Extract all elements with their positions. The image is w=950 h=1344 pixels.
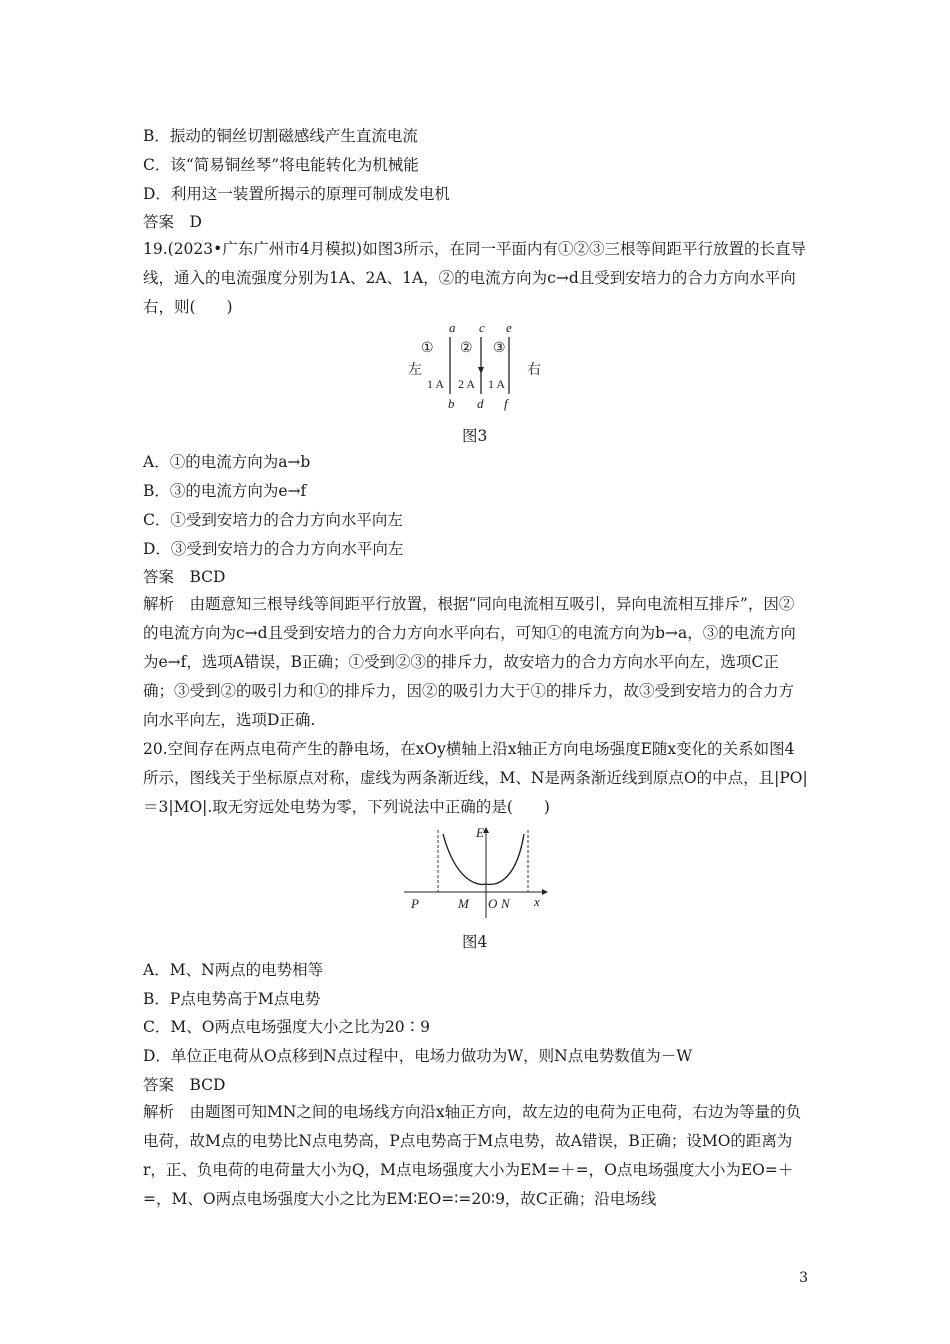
q19-option-b: B．③的电流方向为e→f — [143, 482, 307, 500]
q18-answer: 答案 D — [143, 213, 202, 231]
left-label: 左 — [408, 363, 422, 378]
q20-answer: 答案 BCD — [143, 1076, 226, 1094]
right-label: 右 — [527, 363, 541, 378]
figure-3-wires — [405, 320, 555, 412]
tick-n: N — [501, 896, 510, 911]
x-axis-arrow — [542, 889, 548, 895]
q19-analysis: 解析 由题意知三根导线等间距平行放置，根据“同向电流相互吸引，异向电流相互排斥”，因②的电流方向为c→d且受到安培力的合力方向水平向右，可知①的电流方向为b→a，③的电流方向为e→f，选项A错误，B正确；①受到②③的排斥力，故安培力的合力方向水平向左，选项C正确；③受到②的吸引力和①的排斥力，因②的吸引力大于①的排斥力，故③受到安培力的合力方向水平向左，选项D正确. — [143, 595, 796, 729]
q20-stem: 20.空间存在两点电荷产生的静电场，在xOy横轴上沿x轴正方向电场强度E随x变化的关系如图4所示，图线关于坐标原点对称，虚线为两条渐近线，M、N是两条渐近线到原点O的中点，且|PO|＝3|MO|.取无穷远处电势为零，下列说法中正确的是( ) — [143, 740, 808, 816]
wire1-top-letter: a — [449, 320, 456, 335]
wire2-top-letter: c — [479, 320, 485, 335]
q18-option-d: D．利用这一装置所揭示的原理可制成发电机 — [143, 185, 450, 203]
wire1-label: ① — [421, 341, 434, 356]
wire2-bottom-letter: d — [477, 396, 484, 411]
wire2-label: ② — [460, 341, 473, 356]
tick-p: P — [411, 896, 419, 911]
axis-label-x: x — [534, 894, 540, 909]
q20-option-b: B．P点电势高于M点电势 — [143, 990, 321, 1008]
wire2-current: 2 A — [458, 377, 476, 391]
figure-4-caption: 图4 — [462, 933, 488, 951]
q20-option-c: C．M、O两点电场强度大小之比为20∶9 — [143, 1018, 431, 1036]
figure-4-field-graph — [400, 822, 550, 920]
field-curve — [443, 834, 524, 884]
q20-option-d: D．单位正电荷从O点移到N点过程中，电场力做功为W，则N点电势数值为－W — [143, 1047, 693, 1065]
wire3-bottom-letter: f — [504, 396, 508, 411]
wire3-label: ③ — [493, 341, 506, 356]
q19-stem: 19.(2023•广东广州市4月模拟)如图3所示，在同一平面内有①②③三根等间距平行放置的长直导线，通入的电流强度分别为1A、2A、1A，②的电流方向为c→d且受到安培力的合力方向水平向右，则( ) — [143, 240, 807, 316]
q19-option-a: A．①的电流方向为a→b — [143, 453, 311, 471]
wire1-bottom-letter: b — [448, 396, 455, 411]
page-number: 3 — [799, 1270, 808, 1286]
figure-3-caption: 图3 — [462, 427, 488, 445]
q19-option-c: C．①受到安培力的合力方向水平向左 — [143, 511, 403, 529]
wire3-current: 1 A — [488, 377, 506, 391]
q20-option-a: A．M、N两点的电势相等 — [143, 961, 324, 979]
q18-option-b: B．振动的铜丝切割磁感线产生直流电流 — [143, 127, 418, 145]
q18-option-c: C．该“简易铜丝琴”将电能转化为机械能 — [143, 156, 419, 174]
wire-2-arrow — [478, 367, 484, 374]
tick-m: M — [458, 896, 469, 911]
wire1-current: 1 A — [427, 377, 445, 391]
wire3-top-letter: e — [506, 320, 512, 335]
axis-label-e: E — [476, 825, 484, 840]
q19-answer: 答案 BCD — [143, 568, 226, 586]
q20-analysis: 解析 由题图可知MN之间的电场线方向沿x轴正方向，故左边的电荷为正电荷，右边为等量的负电荷，故M点的电势比N点电势高，P点电势高于M点电势，故A错误，B正确；设MO的距离为r，正、负电荷的电荷量大小为Q，M点电场强度大小为EM=＋=，O点电场强度大小为EO=＋=，M、O两点电场强度大小之比为EM∶EO=∶=20∶9，故C正确；沿电场线 — [143, 1103, 802, 1208]
q19-option-d: D．③受到安培力的合力方向水平向左 — [143, 540, 404, 558]
tick-o: O — [488, 896, 498, 911]
